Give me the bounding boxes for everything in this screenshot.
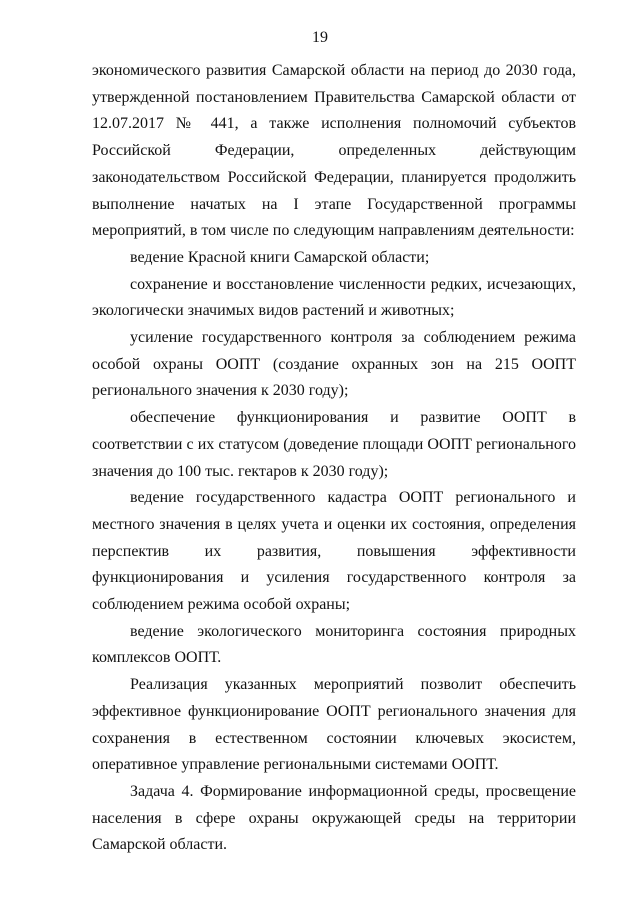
list-item-red-book: ведение Красной книги Самарской области; bbox=[130, 248, 430, 266]
paragraph-continuation: экономического развития Самарской области на период до 2030 года, утвержденной постановлением Правительства Самарской области от 12.07.2017 № 441, а также исполнения полномочий субъектов Российской Федерации, определенных действующим законодательством Российской Федерации, планируется продолжить выполнение начатых на I этапе Государственной программы мероприятий, в том числе по следующим направлениям деятельности: bbox=[92, 62, 576, 240]
list-item-oopt-development: обеспечение функционирования и развитие ООПТ в соответствии с их статусом (доведение площади ООПТ регионального значения до 100 тыс. гектаров к 2030 году); bbox=[92, 409, 576, 480]
list-item-cadastre: ведение государственного кадастра ООПТ регионального и местного значения в целях учета и оценки их состояния, определения перспектив их развития, повышения эффективности функционирования и усиления государственного контроля за соблюдением режима особой охраны; bbox=[92, 489, 576, 614]
document-body bbox=[92, 58, 576, 859]
paragraph-task-4: Задача 4. Формирование информационной среды, просвещение населения в сфере охраны окружающей среды на территории Самарской области. bbox=[92, 782, 576, 854]
list-item-species-conservation: сохранение и восстановление численности редких, исчезающих, экологически значимых видов растений и животных; bbox=[92, 275, 576, 320]
paragraph-implementation: Реализация указанных мероприятий позволит обеспечить эффективное функционирование ООПТ регионального значения для сохранения в естественном состоянии ключевых экосистем, оперативное управление региональными системами ООПТ. bbox=[92, 676, 576, 774]
list-item-state-control: усиление государственного контроля за соблюдением режима особой охраны ООПТ (создание охранных зон на 215 ООПТ регионального значения к 2030 году); bbox=[92, 329, 576, 400]
list-item-monitoring: ведение экологического мониторинга состояния природных комплексов ООПТ. bbox=[92, 622, 576, 667]
page-number: 19 bbox=[312, 29, 328, 46]
